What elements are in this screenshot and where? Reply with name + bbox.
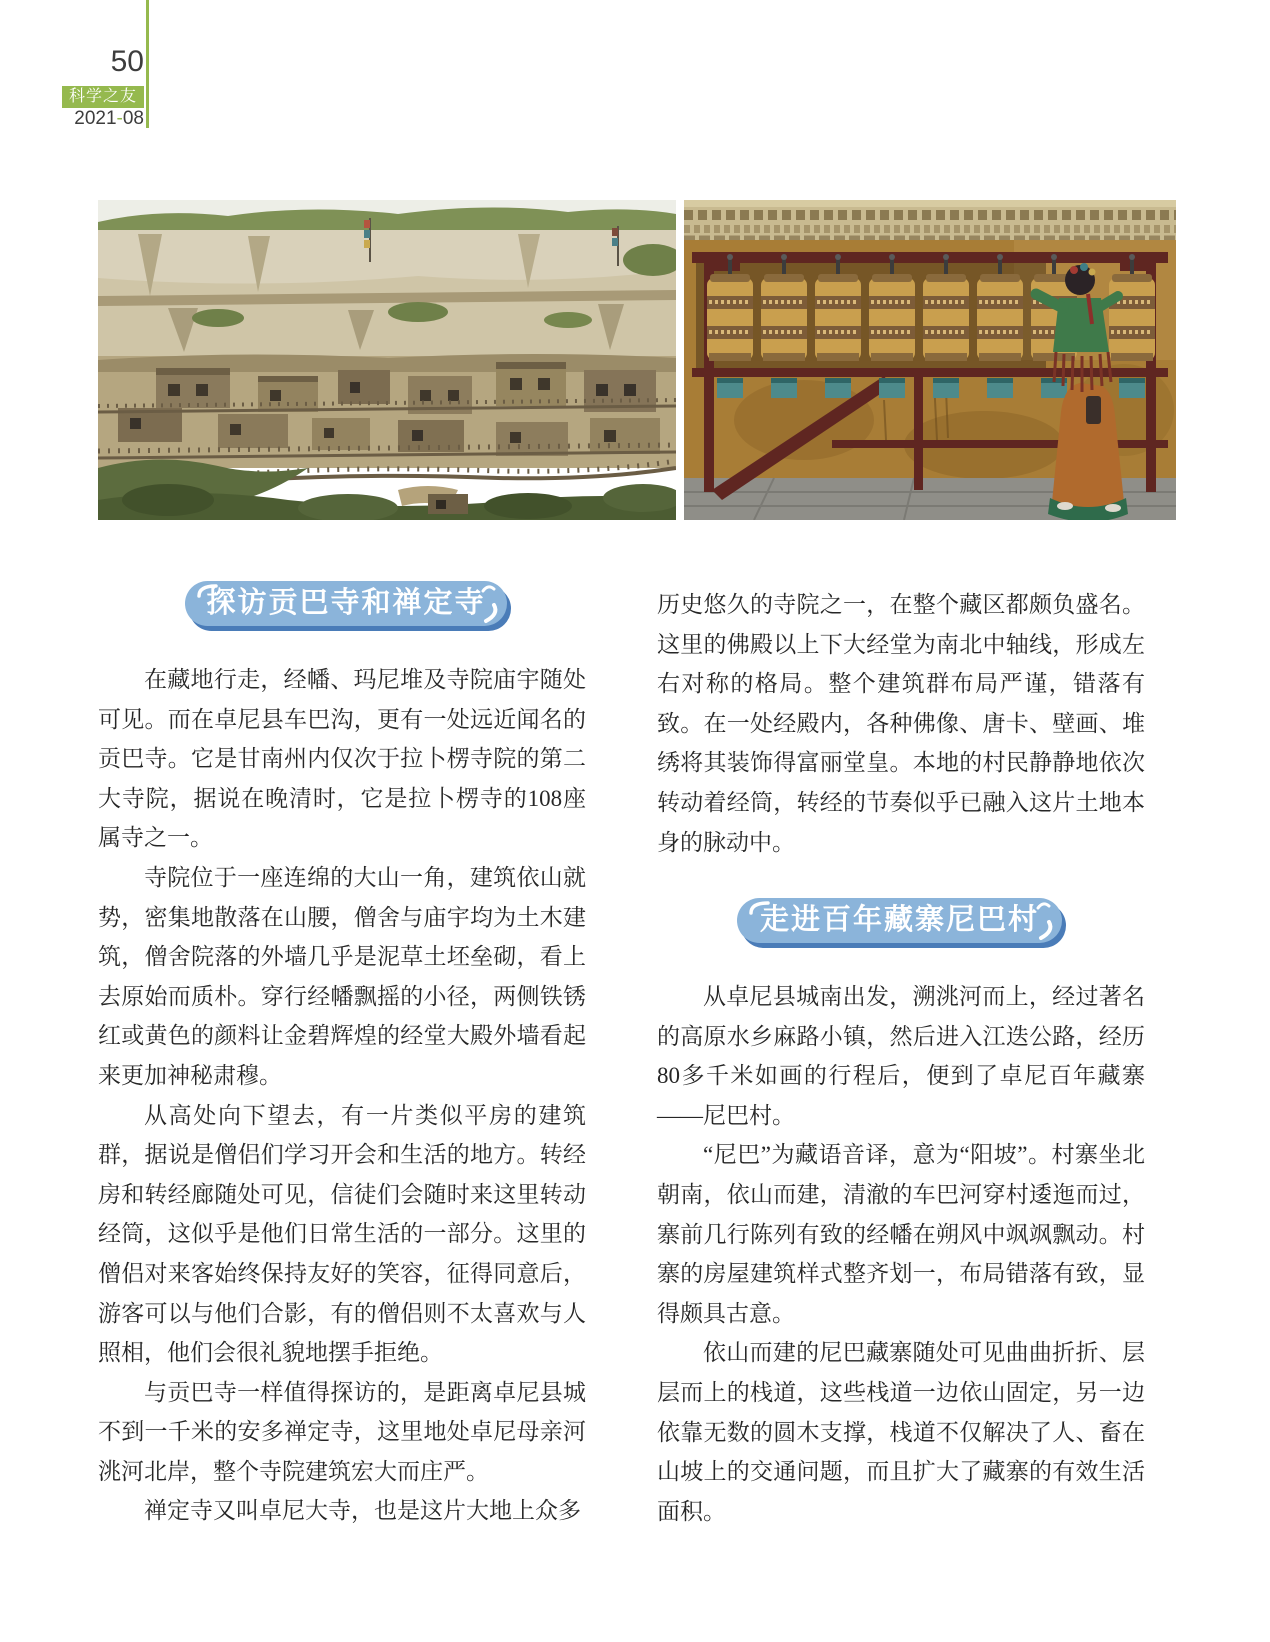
close-quote-decoration-icon [1033, 900, 1055, 946]
paragraph: 从高处向下望去，有一片类似平房的建筑群，据说是僧侣们学习开会和生活的地方。转经房和转经廊随处可见，信徒们会随时来这里转动经筒，这似乎是他们日常生活的一部分。这里的僧侣对来客始终保持友好的笑容，征得同意后，游客可以与他们合影，有的僧侣则不太喜欢与人照相，他们会很礼貌地摆手拒绝。 [98, 1102, 586, 1366]
paragraph: 从卓尼县城南出发，溯洮河而上，经过著名的高原水乡麻路小镇，然后进入江迭公路，经历80多千米如画的行程后，便到了卓尼百年藏寨——尼巴村。 [657, 984, 1145, 1128]
cliff [98, 230, 676, 358]
carved-frieze [684, 200, 1176, 240]
open-quote-decoration-icon [748, 900, 772, 920]
open-quote-decoration-icon [196, 583, 220, 603]
issue-month: 08 [122, 108, 144, 129]
section-heading-text: 走进百年藏寨尼巴村 [759, 904, 1039, 936]
header-rule [146, 0, 149, 128]
left-text-column [98, 660, 586, 1531]
magazine-name-badge: 科学之友 [62, 86, 144, 108]
right-text-column-top [657, 585, 1145, 862]
paragraph: 历史悠久的寺院之一，在整个藏区都颇负盛名。这里的佛殿以上下大经堂为南北中轴线，形成左右对称的格局。整个建筑群布局严谨，错落有致。在一处经殿内，各种佛像、唐卡、壁画、堆绣将其装饰得富丽堂皇。本地的村民静静地依次转动着经筒，转经的节奏似乎已融入这片土地本身的脉动中。 [657, 592, 1145, 855]
photo-prayer-wheels [684, 200, 1176, 520]
right-text-column-bottom [657, 977, 1145, 1531]
paragraph: 与贡巴寺一样值得探访的，是距离卓尼县城不到一千米的安多禅定寺，这里地处卓尼母亲河洮河北岸，整个寺院建筑宏大而庄严。 [98, 1379, 586, 1484]
section-heading-text: 探访贡巴寺和禅定寺 [206, 587, 486, 619]
issue-separator: - [116, 108, 123, 129]
paragraph: 依山而建的尼巴藏寨随处可见曲曲折折、层层而上的栈道，这些栈道一边依山固定，另一边依靠无数的圆木支撑，栈道不仅解决了人、畜在山坡上的交通问题，而且扩大了藏寨的有效生活面积。 [657, 1340, 1145, 1524]
section-heading-niba-village [737, 898, 1062, 943]
photo-hillside-tibetan-village [98, 200, 676, 520]
paragraph: 在藏地行走，经幡、玛尼堆及寺院庙宇随处可见。而在卓尼县车巴沟，更有一处远近闻名的贡巴寺。它是甘南州内仅次于拉卜楞寺院的第二大寺院，据说在晚清时，它是拉卜楞寺的108座属寺之一。 [98, 667, 586, 851]
section-heading-gongba-chanding [185, 581, 507, 626]
close-quote-decoration-icon [478, 583, 500, 629]
paragraph: 寺院位于一座连绵的大山一角，建筑依山就势，密集地散落在山腰，僧舍与庙宇均为土木建筑，僧舍院落的外墙几乎是泥草土坯垒砌，看上去原始而质朴。穿行经幡飘摇的小径，两侧铁锈红或黄色的颜料让金碧辉煌的经堂大殿外墙看起来更加神秘肃穆。 [98, 864, 586, 1088]
page-number: 50 [110, 45, 144, 78]
issue-year: 2021 [74, 108, 117, 129]
paragraph: 禅定寺又叫卓尼大寺，也是这片大地上众多 [144, 1498, 581, 1524]
issue-date [0, 108, 144, 129]
paragraph: “尼巴”为藏语音译，意为“阳坡”。村寨坐北朝南，依山而建，清澈的车巴河穿村逶迤而过，寨前几行陈列有致的经幡在朔风中飒飒飘动。村寨的房屋建筑样式整齐划一，布局错落有致，显得颇具古意。 [657, 1142, 1145, 1326]
